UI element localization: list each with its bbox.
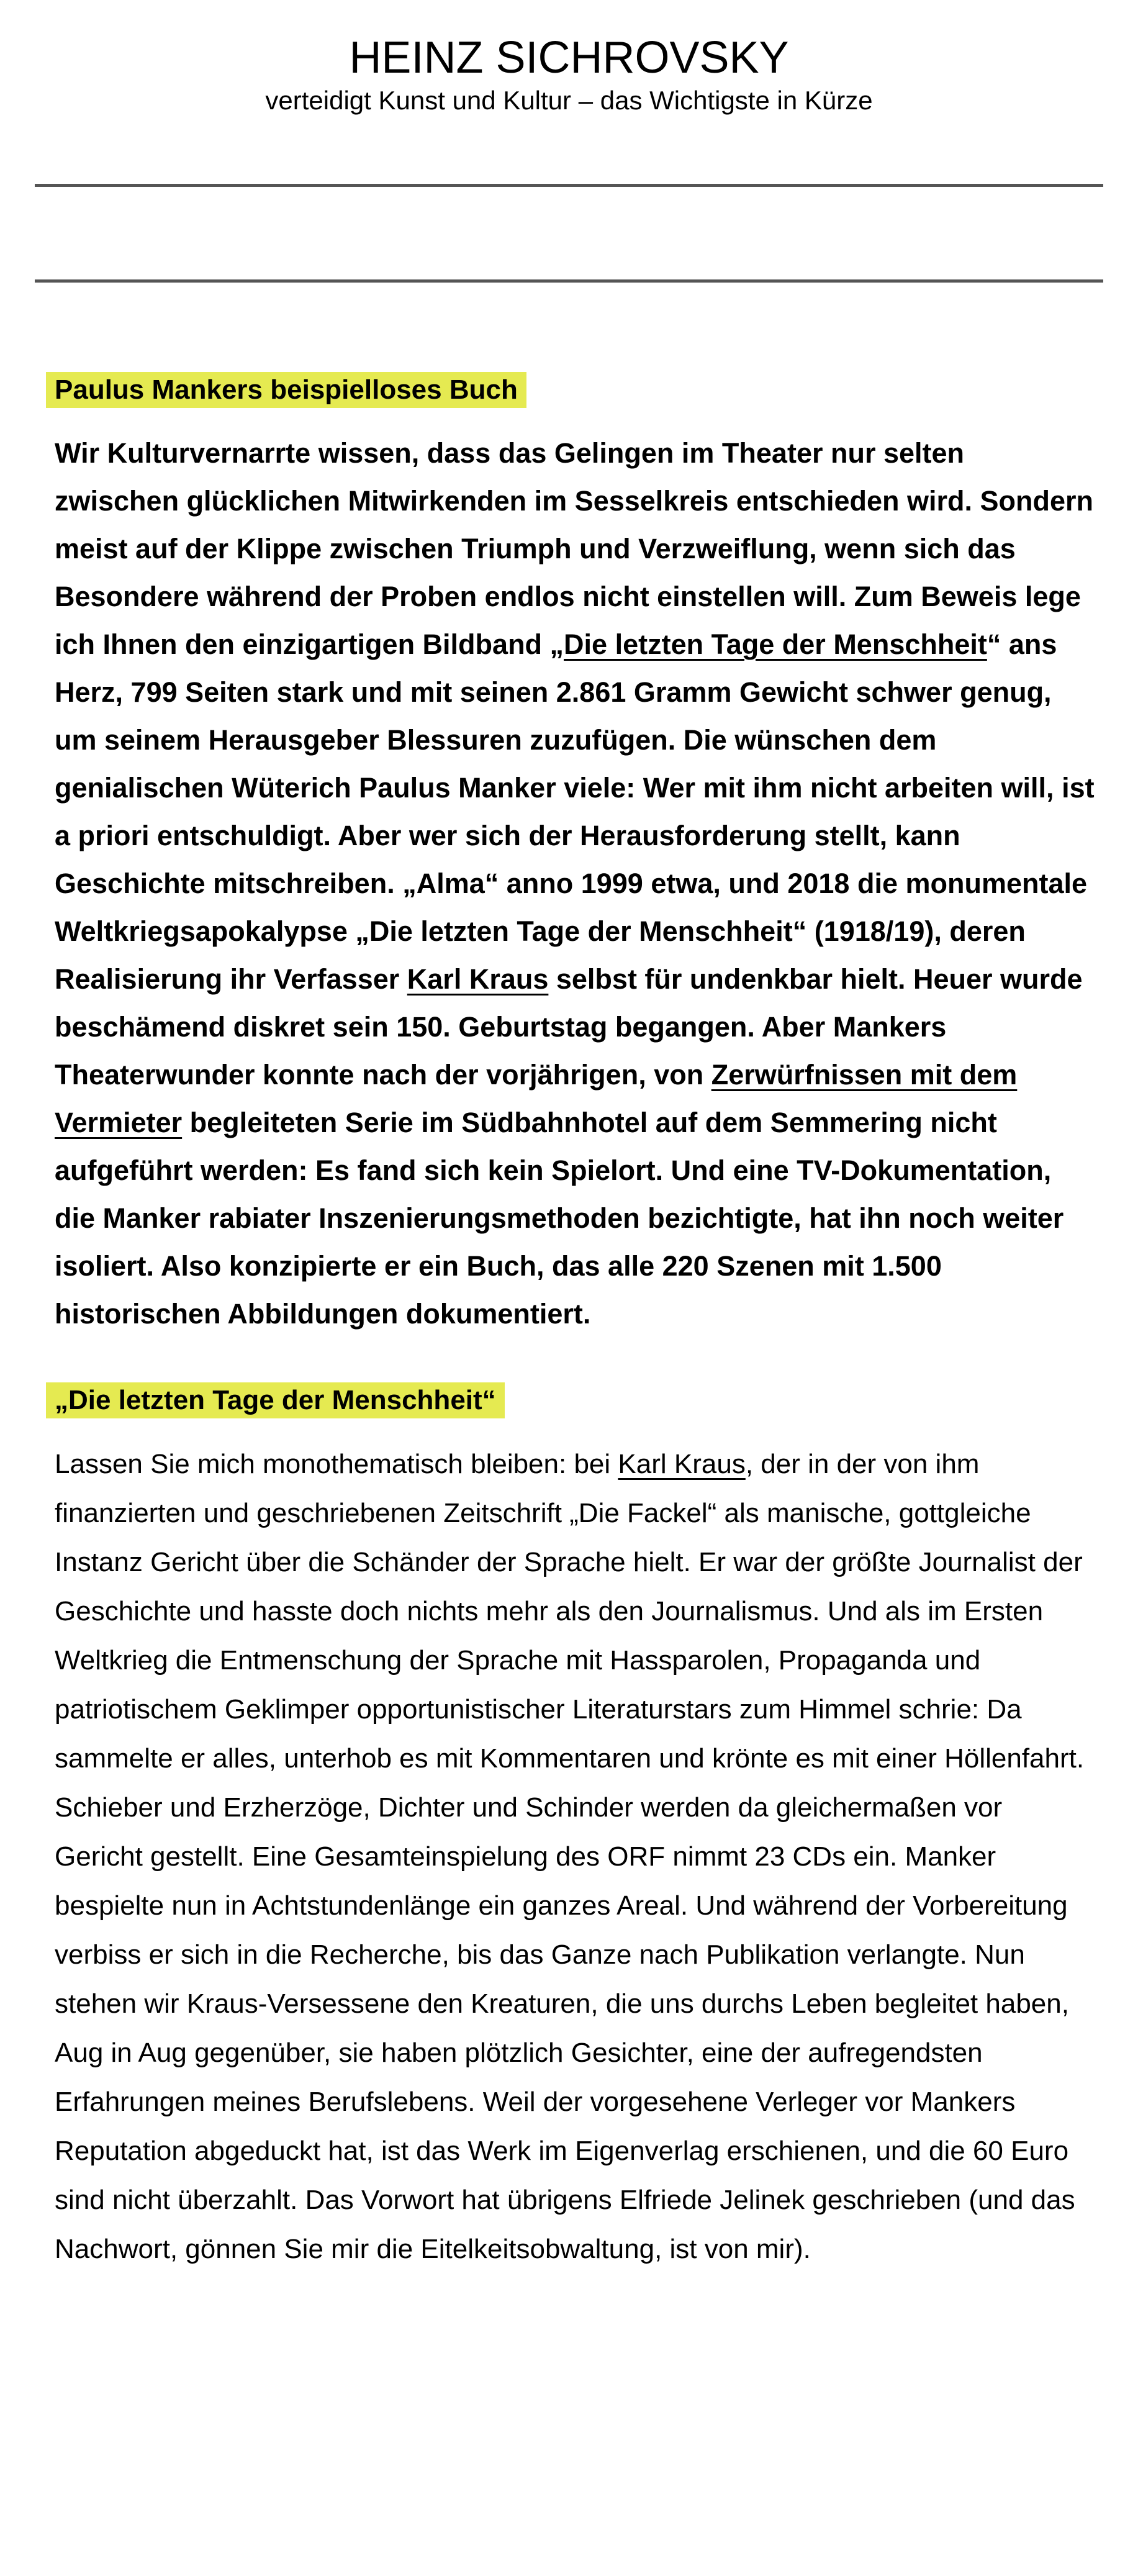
inline-link[interactable]: Die letzten Tage der Menschheit <box>564 628 987 660</box>
section-die-letzten-tage <box>55 1382 1095 2274</box>
paragraph-text: Wir Kulturvernarrte wissen, dass das Gelingen im Theater nur selten zwischen glücklichen Mitwirkenden im Sesselkreis entschieden wird. Sondern meist auf der Klippe zwischen Triumph und Verzweiflung, wenn sich das Besondere während der Proben endlos nicht einstellen will. Zum Beweis lege ich Ihnen den einzigartigen Bildband „ <box>55 437 1093 660</box>
horizontal-rule-top <box>35 184 1103 187</box>
page-title: HEINZ SICHROVSKY <box>349 33 789 83</box>
paragraph-text: selbst für undenkbar hielt. Heuer wurde beschämend diskret sein 150. Geburtstag begangen. Aber Mankers Theaterwunder konnte nach der vorjährigen, von <box>55 963 1083 1091</box>
page-subtitle: verteidigt Kunst und Kultur – das Wichtigste in Kürze <box>265 86 873 115</box>
paragraph-text: begleiteten Serie im Südbahnhotel auf dem Semmering nicht aufgeführt werden: Es fand sich kein Spielort. Und eine TV-Dokumentation, die Manker rabiater Inszenierungsmethoden bezichtigte, hat ihn noch weiter isoliert. Also konzipierte er ein Buch, das alle 220 Szenen mit 1.500 historischen Abbildungen dokumentiert. <box>55 1107 1064 1330</box>
newsletter-header <box>0 0 1138 116</box>
body-paragraph <box>55 1440 1095 2274</box>
article-content <box>55 372 1095 2274</box>
horizontal-rule-bottom <box>35 279 1103 283</box>
paragraph-text: Lassen Sie mich monothematisch bleiben: bei <box>55 1449 618 1479</box>
inline-link[interactable]: Karl Kraus <box>618 1449 746 1479</box>
section-heading-highlighted: „Die letzten Tage der Menschheit“ <box>46 1382 505 1418</box>
section-heading-highlighted: Paulus Mankers beispielloses Buch <box>46 372 526 408</box>
paragraph-text: , der in der von ihm finanzierten und geschriebenen Zeitschrift „Die Fackel“ als manische, gottgleiche Instanz Gericht über die Schänder der Sprache hielt. Er war der größte Journalist der Geschichte und hasste doch nichts mehr als den Journalismus. Und als im Ersten Weltkrieg die Entmenschung der Sprache mit Hassparolen, Propaganda und patriotischem Geklimper opportunistischer Literaturstars zum Himmel schrie: Da sammelte er alles, unterhob es mit Kommentaren und krönte es mit einer Höllenfahrt. Schieber und Erzherzöge, Dichter und Schinder werden da gleichermaßen vor Gericht gestellt. Eine Gesamteinspielung des ORF nimmt 23 CDs ein. Manker bespielte nun in Achtstundenlänge ein ganzes Areal. Und während der Vorbereitung verbiss er sich in die Recherche, bis das Ganze nach Publikation verlangte. Nun stehen wir Kraus-Versessene den Kreaturen, die uns durchs Leben begleitet haben, Aug in Aug gegenüber, sie haben plötzlich Gesichter, eine der aufregendsten Erfahrungen meines Berufslebens. Weil der vorgesehene Verleger vor Mankers Reputation abgeduckt hat, ist das Werk im Eigenverlag erschienen, und die 60 Euro sind nicht überzahlt. Das Vorwort hat übrigens Elfriede Jelinek geschrieben (und das Nachwort, gönnen Sie mir die Eitelkeitsobwaltung, ist von mir). <box>55 1449 1085 2264</box>
paragraph-text: “ ans Herz, 799 Seiten stark und mit seinen 2.861 Gramm Gewicht schwer genug, um seinem Herausgeber Blessuren zuzufügen. Die wünschen dem genialischen Wüterich Paulus Manker viele: Wer mit ihm nicht arbeiten will, ist a priori entschuldigt. Aber wer sich der Herausforderung stellt, kann Geschichte mitschreiben. „Alma“ anno 1999 etwa, und 2018 die monumentale Weltkriegsapokalypse „Die letzten Tage der Menschheit“ (1918/19), deren Realisierung ihr Verfasser <box>55 628 1095 995</box>
inline-link[interactable]: Zerwürfnissen mit dem Vermieter <box>55 1059 1018 1138</box>
body-paragraph <box>55 429 1095 1338</box>
section-paulus-mankers-buch <box>55 372 1095 1338</box>
inline-link[interactable]: Karl Kraus <box>407 963 549 995</box>
